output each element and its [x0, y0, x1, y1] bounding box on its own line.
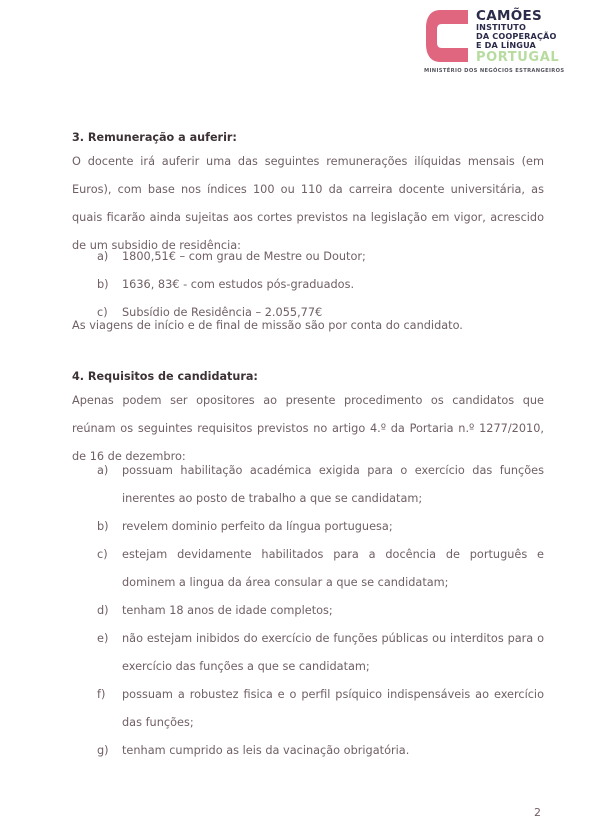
logo-country: PORTUGAL [476, 50, 560, 66]
logo-subtitle-line-3: E DA LÍNGUA [476, 40, 536, 51]
list-item-text: 1636, 83€ - com estudos pós-graduados. [122, 278, 355, 291]
list-item-text: possuam a robustez fisica e o perfil psíquico indispensáveis ao exercício das funções; [122, 688, 544, 729]
logo-name: CAMÕES [476, 8, 543, 24]
list-marker: e) [97, 632, 109, 645]
list-item-text: tenham 18 anos de idade completos; [122, 604, 333, 617]
section-3-closing-paragraph: As viagens de início e de final de missão são por conta do candidato. [72, 319, 463, 332]
list-item [72, 625, 544, 681]
section-4-list [72, 457, 544, 765]
list-item-text: tenham cumprido as leis da vacinação obrigatória. [122, 744, 410, 757]
list-item [72, 243, 544, 271]
list-marker: c) [97, 306, 108, 319]
list-marker: b) [97, 278, 109, 291]
list-item [72, 681, 544, 737]
logo-subtitle-line-2: DA COOPERAÇÃO [476, 31, 557, 42]
list-item-text: 1800,51€ – com grau de Mestre ou Doutor; [122, 250, 366, 263]
list-item-text: não estejam inibidos do exercício de funções públicas ou interditos para o exercício das funções a que se candidatam; [122, 632, 544, 673]
logo-subtitle-line-1: INSTITUTO [476, 22, 526, 32]
logo-wordmark [476, 8, 594, 65]
list-item [72, 737, 544, 765]
list-marker: d) [97, 604, 109, 617]
list-item [72, 597, 544, 625]
list-marker: a) [97, 250, 109, 263]
list-item-text: possuam habilitação académica exigida para o exercício das funções inerentes ao posto de trabalho a que se candidatam; [122, 464, 544, 505]
page-number: 2 [534, 806, 541, 819]
list-item-text: estejam devidamente habilitados para a docência de português e dominem a lingua da área consular a que se candidatam; [122, 548, 544, 589]
list-item [72, 541, 544, 597]
list-item [72, 513, 544, 541]
list-marker: b) [97, 520, 109, 533]
logo-ministry-line: MINISTÉRIO DOS NEGÓCIOS ESTRANGEIROS [424, 68, 565, 74]
list-item-text: revelem dominio perfeito da língua portuguesa; [122, 520, 393, 533]
camoes-c-mark-icon [424, 8, 470, 64]
list-item [72, 457, 544, 513]
section-4-paragraph: Apenas podem ser opositores ao presente procedimento os candidatos que reúnam os seguintes requisitos previstos no artigo 4.º da Portaria n.º 1277/2010, de 16 de dezembro: [72, 394, 544, 463]
list-marker: c) [97, 548, 108, 561]
list-marker: f) [97, 688, 106, 701]
section-3-paragraph: O docente irá auferir uma das seguintes remunerações ilíquidas mensais (em Euros), com base nos índices 100 ou 110 da carreira docente universitária, as quais ficarão ainda sujeitas aos cortes previstos na legislação em vigor, acrescido de um subsidio de residência: [72, 155, 544, 252]
section-3-heading: 3. Remuneração a auferir: [72, 131, 237, 144]
list-marker: g) [97, 744, 109, 757]
list-item-text: Subsídio de Residência – 2.055,77€ [122, 306, 323, 319]
list-marker: a) [97, 464, 109, 477]
camoes-logo [424, 8, 594, 80]
section-4-heading: 4. Requisitos de candidatura: [72, 370, 258, 383]
list-item [72, 271, 544, 299]
